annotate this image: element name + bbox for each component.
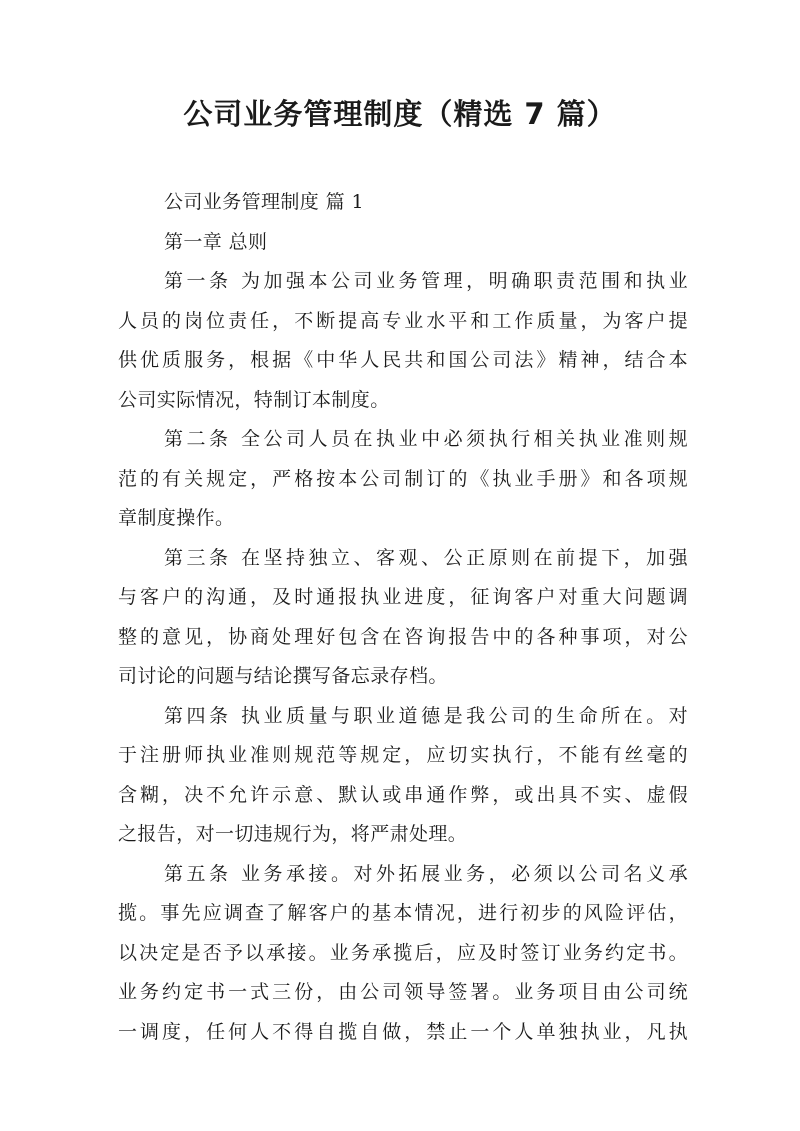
paragraph-line: 第四条 执业质量与职业道德是我公司的生命所在。对 xyxy=(164,704,688,727)
paragraph-line: 之报告，对一切违规行为，将严肃处理。 xyxy=(118,823,468,845)
paragraph-line: 含糊，决不允许示意、默认或串通作弊，或出具不实、虚假 xyxy=(118,783,688,806)
paragraph-line: 章制度操作。 xyxy=(118,507,235,529)
paragraph-line: 人员的岗位责任，不断提高专业水平和工作质量，为客户提 xyxy=(118,309,688,332)
section-heading: 公司业务管理制度 篇 1 xyxy=(164,191,364,213)
paragraph-line: 第三条 在坚持独立、客观、公正原则在前提下，加强 xyxy=(164,546,688,569)
paragraph-line: 于注册师执业准则规范等规定，应切实执行，不能有丝毫的 xyxy=(118,744,688,766)
paragraph-line: 业务约定书一式三份，由公司领导签署。业务项目由公司统 xyxy=(118,981,688,1003)
paragraph-line: 整的意见，协商处理好包含在咨询报告中的各种事项，对公 xyxy=(118,625,688,648)
paragraph-line: 以决定是否予以承接。业务承揽后，应及时签订业务约定书。 xyxy=(118,941,688,964)
paragraph-line: 公司实际情况，特制订本制度。 xyxy=(118,388,390,411)
paragraph-line: 与客户的沟通，及时通报执业进度，征询客户对重大问题调 xyxy=(118,586,688,608)
document-body xyxy=(118,183,688,1052)
paragraph-line: 第五条 业务承接。对外拓展业务，必须以公司名义承 xyxy=(164,862,688,885)
paragraph-line: 揽。事先应调查了解客户的基本情况，进行初步的风险评估， xyxy=(118,902,688,924)
paragraph-line: 一调度，任何人不得自揽自做，禁止一个人单独执业，凡执 xyxy=(118,1020,688,1043)
document-title: 公司业务管理制度（精选 7 篇） xyxy=(183,97,617,131)
paragraph-line: 第一条 为加强本公司业务管理，明确职责范围和执业 xyxy=(164,270,688,292)
paragraph-line: 供优质服务，根据《中华人民共和国公司法》精神，结合本 xyxy=(118,349,688,371)
paragraph-line: 范的有关规定，严格按本公司制订的《执业手册》和各项规 xyxy=(118,467,688,490)
paragraph-line: 司讨论的问题与结论撰写备忘录存档。 xyxy=(118,665,448,687)
chapter-heading: 第一章 总则 xyxy=(164,230,268,253)
paragraph-line: 第二条 全公司人员在执业中必须执行相关执业准则规 xyxy=(164,428,688,450)
